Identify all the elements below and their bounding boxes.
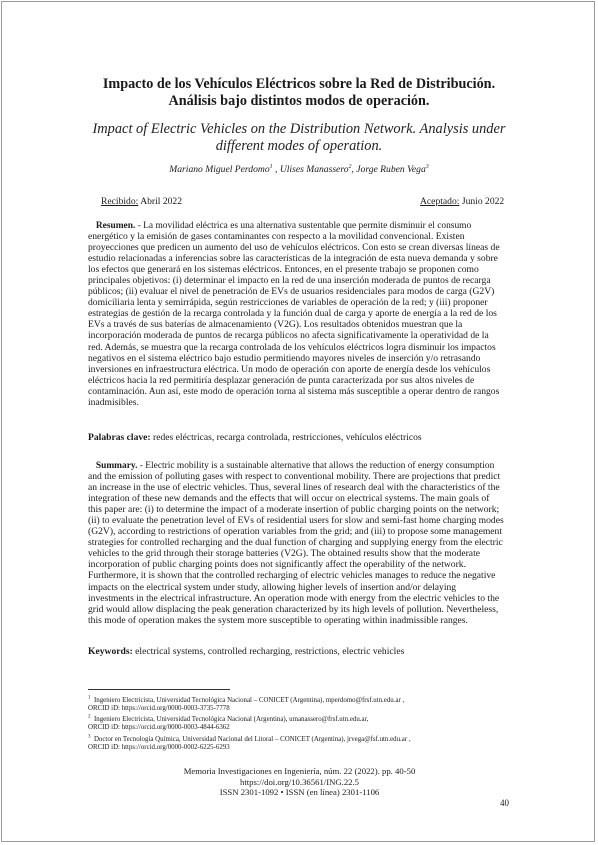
paragraph-line xyxy=(88,460,503,471)
paragraph-text: an increase in the use of electric vehicles. Thus, several lines of research deal with the characteristics of the xyxy=(88,482,500,494)
resumen-paragraph xyxy=(88,220,511,408)
paragraph-line xyxy=(88,330,511,341)
paragraph-text: grid would allow displacing the peak generation characterized by its high levels of pollution. Nevertheless, xyxy=(88,603,499,615)
paragraph-line xyxy=(88,397,511,408)
footnote-divider xyxy=(88,689,230,690)
footnote-orcid: ORCID iD: https://orcid.org/0000-0003-3735-7778 xyxy=(88,705,230,713)
footnote-orcid: ORCID iD: https://orcid.org/0000-0003-4844-6362 xyxy=(88,724,230,732)
paragraph-line xyxy=(88,482,511,493)
author-ref: 3 xyxy=(425,163,429,170)
footnote-orcid: ORCID iD: https://orcid.org/0000-0002-6225-6293 xyxy=(88,744,230,752)
paragraph-text: EVs a través de sus baterías de almacenamiento (V2G). Los resultados obtenidos muestran que la xyxy=(88,319,463,331)
journal-citation: Memoria Investigaciones en Ingeniería, núm. 22 (2022). pp. 40-50 xyxy=(183,766,416,776)
paragraph-line xyxy=(88,493,511,504)
keywords-label: Keywords: xyxy=(88,646,133,657)
accepted-date xyxy=(420,196,504,207)
title-line: Análisis bajo distintos modos de operación. xyxy=(168,93,430,109)
issn-line: ISSN 2301-1092 • ISSN (en línea) 2301-1106 xyxy=(219,787,380,797)
footnote-number: 3 xyxy=(88,734,91,740)
paragraph-line xyxy=(88,231,511,242)
paragraph-line xyxy=(88,220,503,231)
paragraph-text: integration of these new demands and the effects that will occur on electrical systems. The main goals of xyxy=(88,493,490,505)
paragraph-text: vehicles to the grid through their storage batteries (V2G). The obtained results show that the moderate xyxy=(88,548,480,560)
paragraph-text: incorporation of public charging points does not significantly affect the operability of the network. xyxy=(88,559,466,571)
page-number: 40 xyxy=(500,798,509,808)
paragraph-text: contaminación. Aun así, este modo de operación torna al sistema más susceptible a operar dentro de rangos xyxy=(88,385,500,397)
keywords-value: electrical systems, controlled recharging, restrictions, electric vehicles xyxy=(135,646,405,657)
paragraph-line xyxy=(88,548,511,559)
footnote-number: 2 xyxy=(88,714,91,720)
received-label: Recibido: xyxy=(101,196,139,207)
received-date xyxy=(101,196,182,207)
paragraph-text: red. Además, se muestra que la recarga controlada de los vehículos eléctricos logra disminuir los impactos xyxy=(88,341,496,353)
paragraph-line xyxy=(88,526,511,537)
paragraph-text: and the emission of polluting gases with respect to conventional mobility. There are projections that predict xyxy=(88,471,501,483)
paragraph-text: energético y la emisión de gases contaminantes con respecto a la movilidad convencional. Existen xyxy=(88,231,465,243)
paper-subtitle xyxy=(64,121,534,155)
paragraph-text: (G2V), according to restrictions of operation variables from the grid; and (iii) to propose some management xyxy=(88,526,503,538)
author-name: Jorge Ruben Vega xyxy=(356,164,426,175)
author-ref: 2 xyxy=(348,163,352,170)
paragraph-line xyxy=(88,515,511,526)
paragraph-text: los efectos que generará en los sistemas eléctricos. Entonces, en el presente trabajo se proponen como xyxy=(88,264,479,276)
palabras-clave-value: redes eléctricas, recarga controlada, restricciones, vehículos eléctricos xyxy=(153,432,422,443)
journal-footer xyxy=(88,766,511,798)
paragraph-text: Furthermore, it is shown that the controlled recharging of electric vehicles manages to reduce the negative xyxy=(88,570,496,582)
keywords xyxy=(88,646,511,657)
paragraph-text: principales objetivos: (i) determinar el impacto en la red de una inserción moderada de puntos de recarga xyxy=(88,275,491,287)
paragraph-line xyxy=(88,353,511,364)
paragraph-line xyxy=(88,615,511,626)
paragraph-text: inadmisibles. xyxy=(88,396,139,408)
summary-paragraph xyxy=(88,460,511,626)
footnote-number: 1 xyxy=(88,695,91,701)
paragraph-line xyxy=(88,264,511,275)
author-name: Mariano Miguel Perdomo xyxy=(169,164,270,175)
paragraph-text: eléctricos hacia la red permitiría desplazar generación de punta caracterizada por sus altos niveles de xyxy=(88,374,475,386)
palabras-clave-label: Palabras clave: xyxy=(88,432,151,443)
paragraph-line xyxy=(88,582,511,593)
paragraph-line xyxy=(88,386,511,397)
footnote xyxy=(88,697,518,714)
paragraph-text: estrategias de gestión de la recarga controlada y la función dual de carga y aporte de energía a la red de los xyxy=(88,308,497,320)
doi-link[interactable]: https://doi.org/10.36561/ING.22.5 xyxy=(239,776,360,787)
footnote-text: Doctor en Tecnología Química, Universidad Nacional del Litoral – CONICET (Argentina), jrvega@fsf.utn.edu.ar , xyxy=(93,736,411,743)
paragraph-line xyxy=(88,504,511,515)
paragraph-line xyxy=(88,471,511,482)
paragraph-lead: Resumen. xyxy=(95,220,136,231)
paragraph-line xyxy=(88,275,511,286)
paragraph-line xyxy=(88,342,511,353)
paragraph-lead: Summary. xyxy=(95,460,138,471)
paragraph-text: this paper are: (i) to determine the impact of a moderate insertion of public charging points on the network; xyxy=(88,504,500,516)
subtitle-line: Impact of Electric Vehicles on the Distribution Network. Analysis under xyxy=(92,121,506,137)
paragraph-line xyxy=(88,364,511,375)
paragraph-line xyxy=(88,559,511,570)
paragraph-line xyxy=(88,570,511,581)
paragraph-line xyxy=(88,286,511,297)
paragraph-line xyxy=(88,242,511,253)
footnote xyxy=(88,716,518,733)
paragraph-line xyxy=(88,537,511,548)
paragraph-line xyxy=(88,604,511,615)
paragraph-text: negativos en el sistema eléctrico bajo estudio permitiendo mayores niveles de inserción y/o retrasando xyxy=(88,352,481,364)
paragraph-text: proyecciones que predicen un aumento del uso de vehículos eléctricos. Con esto se crean diversas líneas de xyxy=(88,242,500,254)
author-ref: 1 xyxy=(269,163,273,170)
paragraph-line xyxy=(88,319,511,330)
paragraph-line xyxy=(88,375,511,386)
accepted-label: Aceptado: xyxy=(420,196,460,207)
paragraph-text: impacts on the electrical system under study, allowing higher levels of insertion and/or delaying xyxy=(88,581,457,593)
palabras-clave xyxy=(88,432,511,443)
paragraph-text: incorporación moderada de puntos de recarga públicos no afecta significativamente la operatividad de la xyxy=(88,330,489,342)
paragraph-text: strategies for controlled recharging and the dual function of charging and supplying energy from the electric xyxy=(88,537,503,549)
paragraph-line xyxy=(88,308,511,319)
paragraph-line xyxy=(88,297,511,308)
paragraph-text: públicos; (ii) evaluar el nivel de penetración de EVs de usuarios residenciales para modos de carga (G2V) xyxy=(88,286,495,298)
paragraph-text: domiciliaria lenta y semirrápida, según restricciones de variables de operación de la red; y (iii) proponer xyxy=(88,297,488,309)
title-line: Impacto de los Vehículos Eléctricos sobre la Red de Distribución. xyxy=(102,76,496,92)
paragraph-text: - La movilidad eléctrica es una alternativa sustentable que permite disminuir el consumo xyxy=(137,220,472,231)
paragraph-text: estudio relacionadas a inferencias sobre las características de la integración de esta nueva demanda y sobre xyxy=(88,253,498,265)
paragraph-line xyxy=(88,593,511,604)
author-name: Ulises Manassero xyxy=(279,164,349,175)
paragraph-text: - Electric mobility is a sustainable alternative that allows the reduction of energy consumption xyxy=(139,460,495,471)
paragraph-line xyxy=(88,253,511,264)
paragraph-text: this mode of operation makes the system more susceptible to operating within inadmissible ranges. xyxy=(88,614,468,626)
footnote-text: Ingeniero Electricista, Universidad Tecnológica Nacional – CONICET (Argentina), mperdomo@frsf.utn.edu.ar , xyxy=(93,697,405,704)
accepted-value: Junio 2022 xyxy=(461,196,505,207)
paper-title xyxy=(60,76,538,110)
paragraph-text: inversiones en infraestructura eléctrica. Un modo de operación con aporte de energía desde los vehículos xyxy=(88,363,491,375)
author-list: Mariano Miguel Perdomo$^1$ , Ulises Manassero$^2$, Jorge Ruben Vega$^3$ xyxy=(169,163,429,175)
footnote-text: Ingeniero Electricista, Universidad Tecnológica Nacional (Argentina), umanassero@frsf.utn.edu.ar, xyxy=(93,716,369,723)
footnote xyxy=(88,736,518,753)
subtitle-line: different modes of operation. xyxy=(215,138,383,154)
paragraph-text: investments in the electrical infrastructure. An operation mode with energy from the electric vehicles to the xyxy=(88,592,500,604)
paragraph-text: (ii) to evaluate the penetration level of EVs of residential users for slow and semi-fast home charging modes xyxy=(88,515,504,527)
received-value: Abril 2022 xyxy=(140,196,183,207)
